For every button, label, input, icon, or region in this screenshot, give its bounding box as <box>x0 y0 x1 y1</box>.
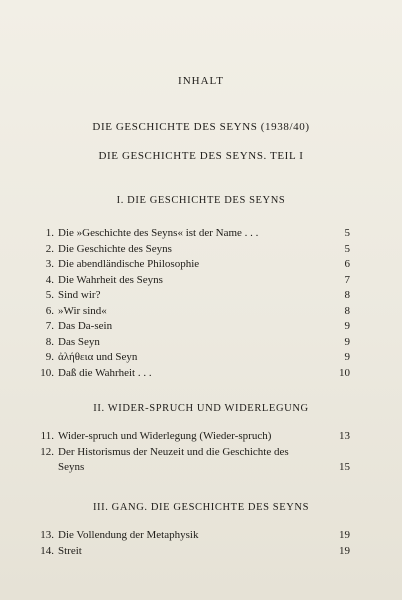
entry-page: 19 <box>339 529 350 541</box>
toc-entry <box>0 366 402 381</box>
entry-number: 5. <box>45 289 54 301</box>
entry-page: 6 <box>344 258 350 270</box>
entry-title: Das Da-sein <box>58 320 113 332</box>
entry-title: Wider-spruch und Widerlegung (Wieder-spruch) <box>58 430 272 442</box>
entry-title: Die Geschichte des Seyns <box>58 242 172 255</box>
entry-number: 6. <box>45 304 54 317</box>
entry-number: 1. <box>45 227 54 239</box>
section-heading-3: III. GANG. DIE GESCHICHTE DES SEYNS <box>92 502 310 513</box>
toc-entry <box>0 350 402 365</box>
entry-number: 12. <box>40 445 54 458</box>
entry-page: 5 <box>344 242 350 255</box>
entry-title: Die »Geschichte des Seyns« ist der Name . . . <box>58 227 259 239</box>
entry-number: 3. <box>45 258 54 270</box>
toc-entry <box>0 242 402 257</box>
entry-title: Sind wir? <box>58 289 101 301</box>
entry-page: 13 <box>339 430 350 442</box>
toc-entry <box>0 445 402 475</box>
entry-page: 9 <box>344 320 350 332</box>
part-title: DIE GESCHICHTE DES SEYNS. TEIL I <box>98 150 304 162</box>
entry-page: 9 <box>344 351 350 363</box>
entry-number: 2. <box>45 242 54 255</box>
entry-title: Die Wahrheit des Seyns <box>58 273 163 286</box>
entry-page: 19 <box>339 544 350 557</box>
entry-title: Der Historismus der Neuzeit und die Geschichte des Seyns <box>58 445 289 473</box>
entry-page: 8 <box>344 304 350 317</box>
entry-title: Die Vollendung der Metaphysik <box>58 529 199 541</box>
entry-number: 8. <box>45 335 54 348</box>
toc-entry <box>0 288 402 303</box>
toc-entry <box>0 528 402 543</box>
toc-entry <box>0 257 402 272</box>
entry-page: 5 <box>344 227 350 239</box>
contents-heading: INHALT <box>178 75 224 87</box>
entry-title: Daß die Wahrheit . . . <box>58 366 152 379</box>
entry-page: 8 <box>344 289 350 301</box>
entry-number: 10. <box>40 366 54 379</box>
toc-entry <box>0 273 402 288</box>
toc-entry <box>0 335 402 350</box>
toc-entry <box>0 319 402 334</box>
toc-entry <box>0 304 402 319</box>
entry-number: 11. <box>40 430 54 442</box>
entry-title: ἀλήθεια und Seyn <box>58 351 138 363</box>
entry-number: 13. <box>40 529 54 541</box>
toc-entry <box>0 226 402 241</box>
entry-title: »Wir sind« <box>58 304 107 317</box>
entry-title: Streit <box>58 544 82 557</box>
toc-entry <box>0 544 402 559</box>
toc-entry <box>0 429 402 444</box>
entry-page: 9 <box>344 335 350 348</box>
entry-page: 15 <box>339 460 350 473</box>
entry-page: 10 <box>339 366 350 379</box>
section-heading-2: II. WIDER-SPRUCH UND WIDERLEGUNG <box>93 403 309 414</box>
entry-page: 7 <box>344 273 350 286</box>
book-title: DIE GESCHICHTE DES SEYNS (1938/40) <box>92 121 310 133</box>
entry-number: 7. <box>45 320 54 332</box>
section-heading-1: I. DIE GESCHICHTE DES SEYNS <box>116 195 286 206</box>
entry-number: 4. <box>45 273 54 286</box>
entry-title: Das Seyn <box>58 335 100 348</box>
entry-title: Die abendländische Philosophie <box>58 258 200 270</box>
entry-number: 14. <box>40 544 54 557</box>
entry-number: 9. <box>45 351 54 363</box>
